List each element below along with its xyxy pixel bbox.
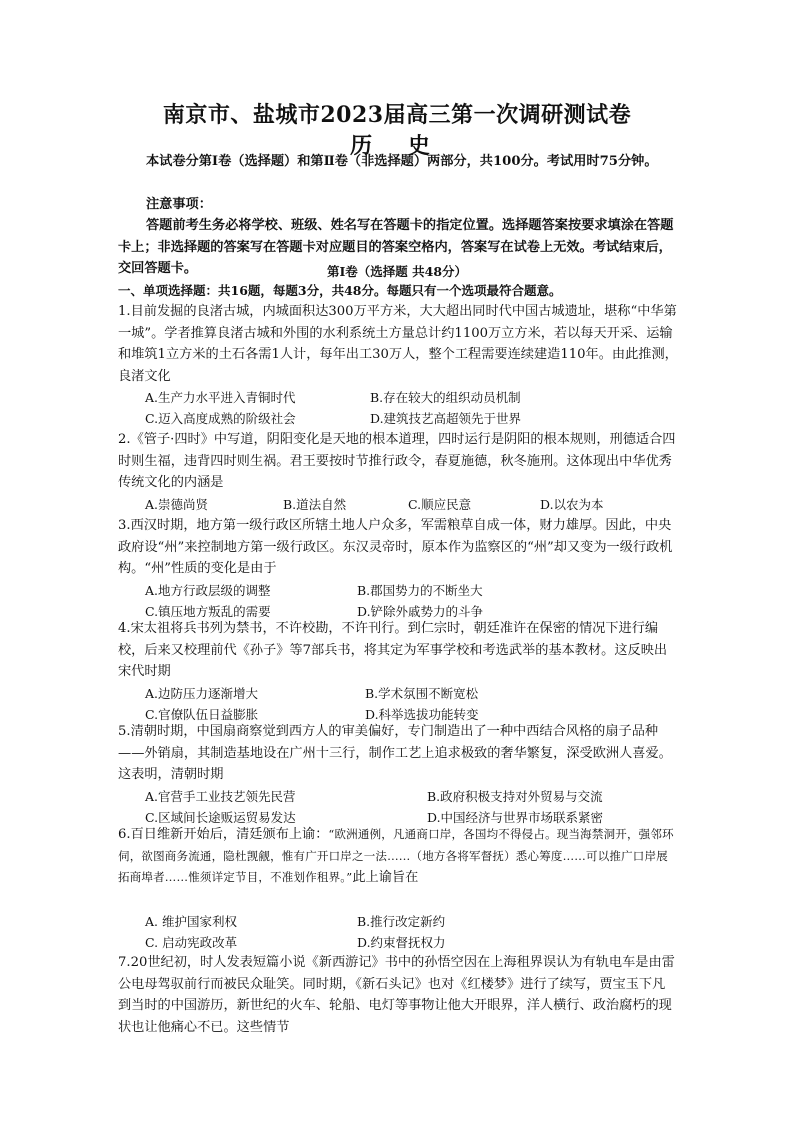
option-a: A.官营手工业技艺领先民营 xyxy=(145,789,296,804)
question-5-stem: 5.清朝时期，中国扇商察觉到西方人的审美偏好，专门制造出了一种中西结合风格的扇子品种——外销扇，其制造基地设在广州十三行，制作工艺上追求极致的奢华繁复，深受欧洲人喜爱。这表明，清朝时期 xyxy=(118,724,672,782)
exam-description: 本试卷分第Ⅰ卷（选择题）和第Ⅱ卷（非选择题）两部分，共100分。考试用时75分钟。 xyxy=(146,154,658,169)
option-b: B.道法自然 xyxy=(283,497,347,512)
section-instruction: 一、单项选择题：共16题，每题3分，共48分。每题只有一个选项最符合题意。 xyxy=(118,283,562,298)
option-d: D.铲除外戚势力的斗争 xyxy=(357,604,484,619)
subject-title: 历 史 xyxy=(350,133,444,159)
question-6-lead: 6.百日维新开始后，清廷颁布上谕： xyxy=(118,827,329,842)
option-b: B.郡国势力的不断坐大 xyxy=(357,583,483,598)
notice-body: 答题前考生务必将学校、班级、姓名写在答题卡的指定位置。选择题答案按要求填涂在答题卡上；非选择题的答案写在答题卡对应题目的答案空格内，答案写在试卷上无效。考试结束后，交回答题卡。 xyxy=(118,218,674,276)
option-d: D.约束督抚权力 xyxy=(357,935,446,950)
option-d: D.科举选拔功能转变 xyxy=(365,707,479,722)
option-a: A.地方行政层级的调整 xyxy=(145,583,271,598)
option-a: A.边防压力逐渐增大 xyxy=(145,686,259,701)
option-c: C.镇压地方叛乱的需要 xyxy=(145,604,271,619)
question-6-quote: “欧洲通例，凡通商口岸，各国均不得侵占。现当海禁洞开，强邻环伺，欲图商务流通，隐杜觊觎，惟有广开口岸之一法……（地方各将军督抚）悉心筹度……可以推广口岸展拓商埠者……惟须详定节目，不准划作租界。” xyxy=(118,827,674,884)
question-3-stem: 3.西汉时期，地方第一级行政区所辖土地人户众多，军需粮草自成一体，财力雄厚。因此，中央政府设“州”来控制地方第一级行政区。东汉灵帝时，原本作为监察区的“州”却又变为一级行政机构。“州”性质的变化是由于 xyxy=(118,518,673,576)
option-b: B.推行改定新约 xyxy=(357,914,446,929)
exam-title: 南京市、盐城市2023届高三第一次调研测试卷 xyxy=(162,102,632,128)
option-c: C.官僚队伍日益膨胀 xyxy=(145,707,259,722)
question-7-stem: 7.20世纪初，时人发表短篇小说《新西游记》书中的孙悟空因在上海租界误认为有轨电车是由雷公电母驾驭前行而被民众耻笑。同时期，《新石头记》也对《红楼梦》进行了续写，贾宝玉下凡到当时的中国游历，新世纪的火车、轮船、电灯等事物让他大开眼界，洋人横行、政治腐朽的现状也让他痛心不已。这些情节 xyxy=(118,955,675,1035)
question-6-tail: 此上谕旨在 xyxy=(352,870,419,885)
option-a: A.生产力水平进入青铜时代 xyxy=(145,390,296,405)
option-a: A. 维护国家利权 xyxy=(145,914,237,929)
option-d: D.建筑技艺高超领先于世界 xyxy=(370,411,522,426)
option-b: B.学术氛围不断宽松 xyxy=(365,686,479,701)
question-2-stem: 2.《管子·四时》中写道，阴阳变化是天地的根本道理，四时运行是阴阳的根本规则，刑德适合四时则生福，违背四时则生祸。君王要按时节推行政令，春夏施德，秋冬施刑。这体现出中华优秀传统文化的内涵是 xyxy=(118,432,676,490)
option-c: C. 启动宪政改革 xyxy=(145,935,238,950)
option-d: D.中国经济与世界市场联系紧密 xyxy=(427,810,604,825)
option-d: D.以农为本 xyxy=(540,497,604,512)
option-c: C.顺应民意 xyxy=(408,497,472,512)
option-b: B.存在较大的组织动员机制 xyxy=(370,390,521,405)
option-a: A.崇德尚贤 xyxy=(145,497,209,512)
question-1-stem: 1.目前发掘的良渚古城，内城面积达300万平方米，大大超出同时代中国古城遗址，堪称“中华第一城”。学者推算良渚古城和外围的水利系统土方量总计约1100万立方米，若以每天开采、运输和堆筑1立方米的土石各需1人计，每年出工30万人，整个工程需要连续建造110年。由此推测，良渚文化 xyxy=(118,304,678,384)
option-b: B.政府积极支持对外贸易与交流 xyxy=(427,789,603,804)
option-c: C.迈入高度成熟的阶级社会 xyxy=(145,411,296,426)
section-title: 第Ⅰ卷（选择题 共48分） xyxy=(326,264,468,279)
question-4-stem: 4.宋太祖将兵书列为禁书，不许校勘，不许刊行。到仁宗时，朝廷准许在保密的情况下进行编校，后来又校理前代《孙子》等7部兵书，将其定为军事学校和考选武举的基本教材。这反映出宋代时期 xyxy=(118,621,668,679)
notice-title: 注意事项： xyxy=(146,197,212,212)
option-c: C.区域间长途贩运贸易发达 xyxy=(145,810,296,825)
question-6-stem xyxy=(118,824,678,889)
